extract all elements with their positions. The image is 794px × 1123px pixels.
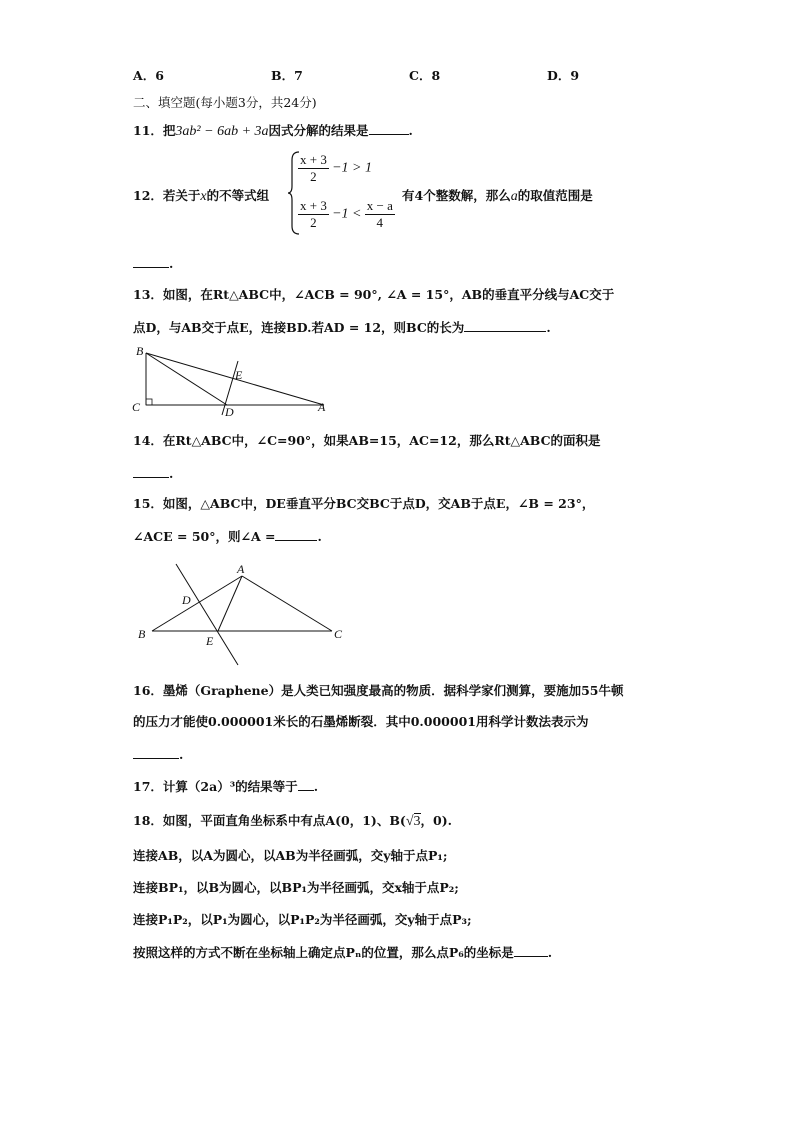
question-12-tail: 有4个整数解，那么a的取值范围是 [402, 188, 593, 204]
figure-15 [134, 560, 354, 670]
question-16-answer: . [133, 745, 183, 763]
question-13-line1: 13．如图，在Rt△ABC中，∠ACB = 90°, ∠A = 15°，AB的垂直平分线与AC交于 [133, 287, 615, 302]
question-18-line2: 连接AB，以A为圆心，以AB为半径画弧，交y轴于点P₁; [133, 848, 448, 863]
answer-blank-18[interactable] [514, 943, 548, 957]
answer-blank-16[interactable] [133, 745, 179, 759]
answer-blank-17[interactable] [298, 777, 314, 791]
label-a: A [318, 400, 326, 414]
label-b: B [136, 344, 144, 358]
question-14-line1: 14．在Rt△ABC中，∠C=90°，如果AB=15，AC=12，那么Rt△ABC的面积是 [133, 433, 601, 448]
question-18-line5: 按照这样的方式不断在坐标轴上确定点Pₙ的位置，那么点P₆的坐标是 . [133, 945, 553, 960]
perpendicular-bisector [176, 564, 238, 665]
question-18-line4: 连接P₁P₂，以P₁为圆心，以P₁P₂为半径画弧，交y轴于点P₃; [133, 912, 472, 927]
label-c: C [334, 627, 343, 641]
right-angle-mark [146, 399, 152, 405]
label-b: B [138, 627, 146, 641]
option-b: B．7 [271, 68, 303, 83]
option-c: C．8 [409, 68, 441, 83]
answer-blank-14[interactable] [133, 464, 169, 478]
figure-13 [130, 343, 340, 418]
question-15-line2: ∠ACE = 50°，则∠A = . [133, 529, 322, 544]
section-title: 二、填空题(每小题3分，共24分) [133, 95, 317, 110]
answer-blank-11[interactable] [369, 121, 409, 135]
label-e: E [206, 634, 214, 648]
label-c: C [132, 400, 141, 414]
question-17: 17．计算（2a）³的结果等于 . [133, 779, 319, 794]
label-a: A [237, 562, 245, 576]
answer-blank-13[interactable] [464, 318, 546, 332]
label-e: E [235, 368, 243, 382]
question-11: 11．把3ab² − 6ab + 3a因式分解的结果是 . [133, 123, 413, 139]
question-18-line3: 连接BP₁，以B为圆心，以BP₁为半径画弧，交x轴于点P₂; [133, 880, 459, 895]
question-16-line1: 16．墨烯（Graphene）是人类已知强度最高的物质．据科学家们测算，要施加55牛顿 [133, 683, 624, 698]
label-d: D [225, 405, 234, 418]
inequality-1: $\frac{x + 3}{2}$ −1 > 1 [300, 152, 372, 184]
segment-ba [152, 576, 242, 631]
label-d: D [182, 593, 191, 607]
question-14-answer: . [133, 464, 173, 482]
question-13-line2: 点D，与AB交于点E，连接BD.若AD = 12，则BC的长为 . [133, 320, 551, 335]
answer-blank-15[interactable] [275, 527, 317, 541]
segment-ae [218, 576, 242, 631]
inequality-2: $\frac{x + 3}{2}$ −1 < $\frac{x - a}{4}$ [300, 198, 393, 230]
question-15-line1: 15．如图，△ABC中，DE垂直平分BC交BC于点D，交AB于点E，∠B = 23°， [133, 496, 595, 511]
question-12-answer: . [133, 254, 173, 272]
segment-ac [242, 576, 332, 631]
question-16-line2: 的压力才能使0.000001米长的石墨烯断裂．其中0.000001用科学计数法表示为 [133, 714, 589, 729]
answer-blank-12[interactable] [133, 254, 169, 268]
segment-bd [146, 353, 227, 405]
option-a: A．6 [133, 68, 164, 83]
question-18-line1: 18．如图，平面直角坐标系中有点A(0，1)、B(√3，0). [133, 813, 452, 829]
question-12-lead: 12．若关于x的不等式组 [133, 188, 270, 204]
option-d: D．9 [547, 68, 580, 83]
